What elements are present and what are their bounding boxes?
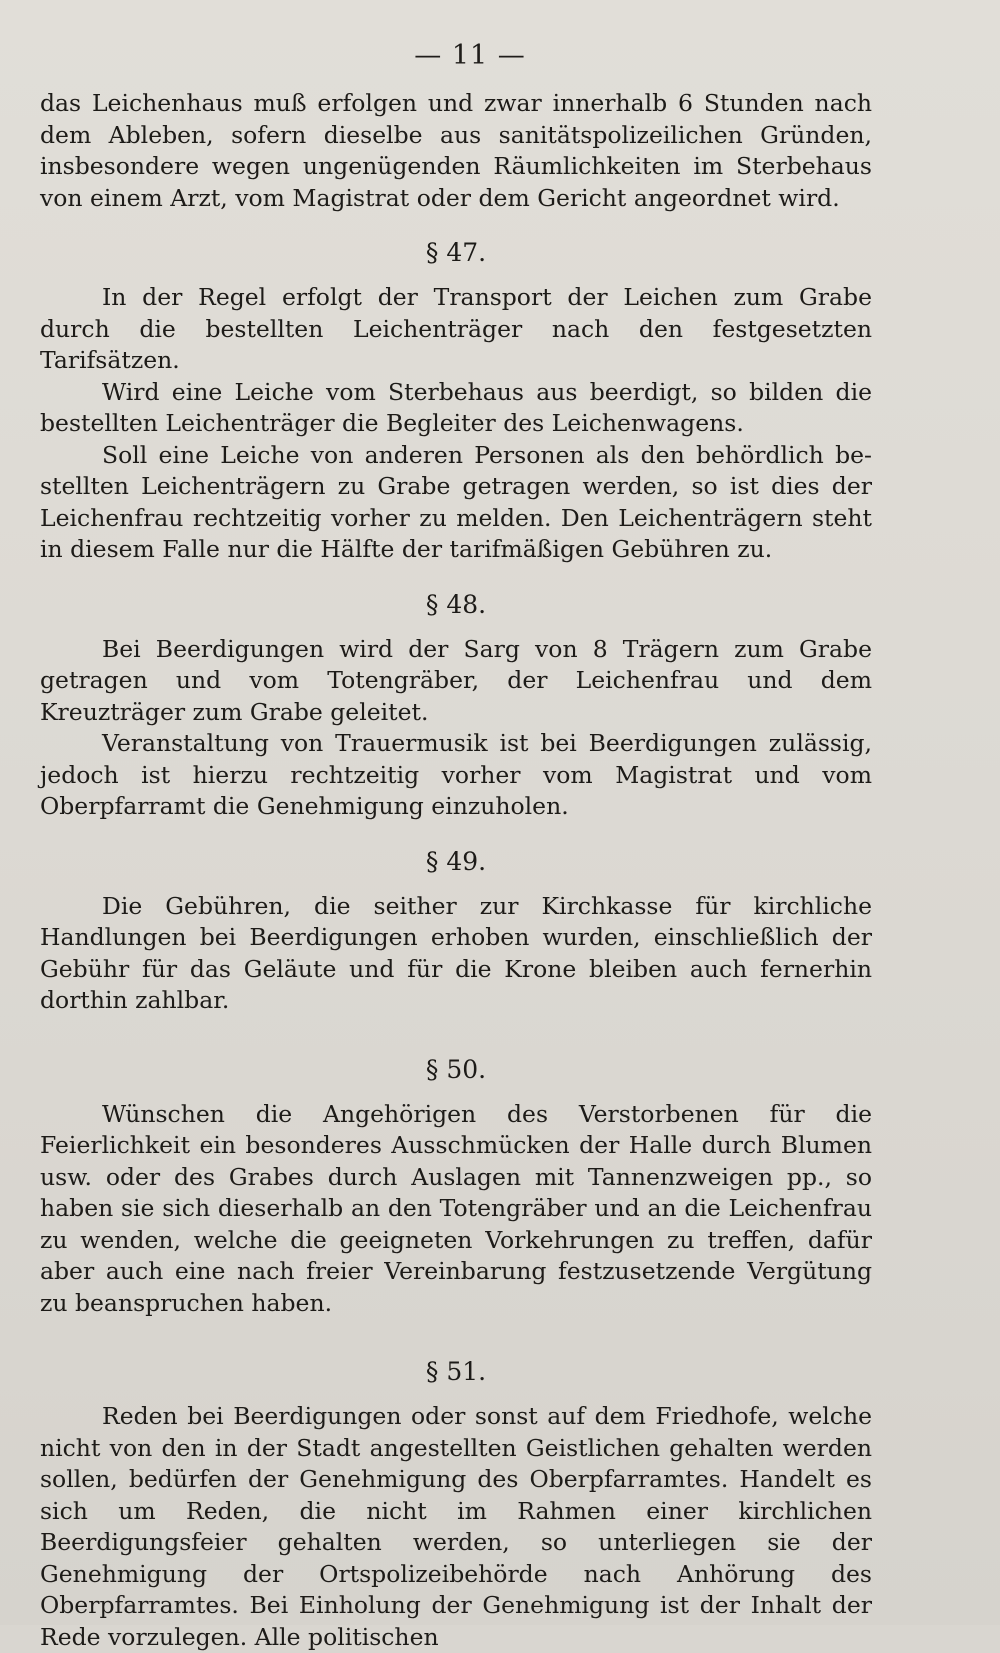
- paragraph-51-1: Reden bei Beerdigungen oder sonst auf dem Friedhofe, welche nicht von den in der Stadt angestellten Geistlichen gehalten werden sollen, bedürfen der Genehmigung des Oberpfarramtes. Handelt es sich um Reden, die nicht im Rahmen einer kirchlichen Beerdigungsfeier gehalten werden, so unterliegen sie der Genehmigung der Ortspolizeibehörde nach Anhörung des Oberpfarramtes. Bei Einholung der Genehmigung ist der Inhalt der Rede vorzulegen. Alle politischen: [40, 1402, 872, 1651]
- document-body: [40, 88, 872, 1653]
- paragraph-47-1: In der Regel erfolgt der Transport der Leichen zum Grabe durch die bestellten Leichenträger nach den festgesetzten Tarifsätzen.: [40, 283, 872, 374]
- paragraph-48-2: Veranstaltung von Trauermusik ist bei Beerdigungen zulässig, jedoch ist hierzu rechtzeitig vorher vom Magistrat und vom Oberpfarramt die Genehmigung einzuholen.: [40, 729, 872, 820]
- section-heading-48: § 48.: [425, 589, 487, 619]
- paragraph-47-2: Wird eine Leiche vom Sterbehaus aus beerdigt, so bilden die bestellten Leichenträger die Begleiter des Leichenwagens.: [40, 377, 872, 437]
- paragraph-49-1: Die Gebühren, die seither zur Kirchkasse für kirchliche Handlungen bei Beerdigungen erhoben wurden, einschließlich der Gebühr für das Geläute und für die Krone bleiben auch fernerhin dorthin zahlbar.: [40, 891, 872, 1014]
- paragraph-50-1: Wünschen die Angehörigen des Verstorbenen für die Feierlichkeit ein besonderes Ausschmücken der Halle durch Blumen usw. oder des Grabes durch Auslagen mit Tannenzweigen pp., so haben sie sich dieserhalb an den Totengräber und an die Leichenfrau zu wenden, welche die geeigneten Vorkehrungen zu treffen, dafür aber auch eine nach freier Vereinbarung festzusetzende Vergütung zu beanspruchen haben.: [40, 1099, 872, 1317]
- section-heading-47: § 47.: [425, 238, 487, 267]
- paragraph-continuation: das Leichenhaus muß erfolgen und zwar innerhalb 6 Stunden nach dem Ableben, sofern dieselbe aus sanitätspolizeilichen Gründen, insbesondere wegen ungenügenden Räumlichkeiten im Sterbehaus von einem Arzt, vom Magistrat oder dem Gericht angeordnet wird.: [40, 89, 872, 212]
- section-heading-50: § 50.: [425, 1054, 487, 1084]
- section-heading-51: § 51.: [425, 1357, 487, 1386]
- paragraph-48-1: Bei Beerdigungen wird der Sarg von 8 Trägern zum Grabe getragen und vom Totengräber, der Leichenfrau und dem Kreuzträger zum Grabe geleitet.: [40, 634, 872, 726]
- section-heading-49: § 49.: [425, 846, 487, 876]
- page-number: — 11 —: [414, 40, 526, 71]
- paragraph-47-3: Soll eine Leiche von anderen Personen als den behördlich bestellten Leichenträgern zu Grabe getragen werden, so ist dies der Leichenfrau rechtzeitig vorher zu melden. Den Leichenträgern steht in diesem Falle nur die Hälfte der tarifmäßigen Gebühren zu.: [40, 440, 872, 563]
